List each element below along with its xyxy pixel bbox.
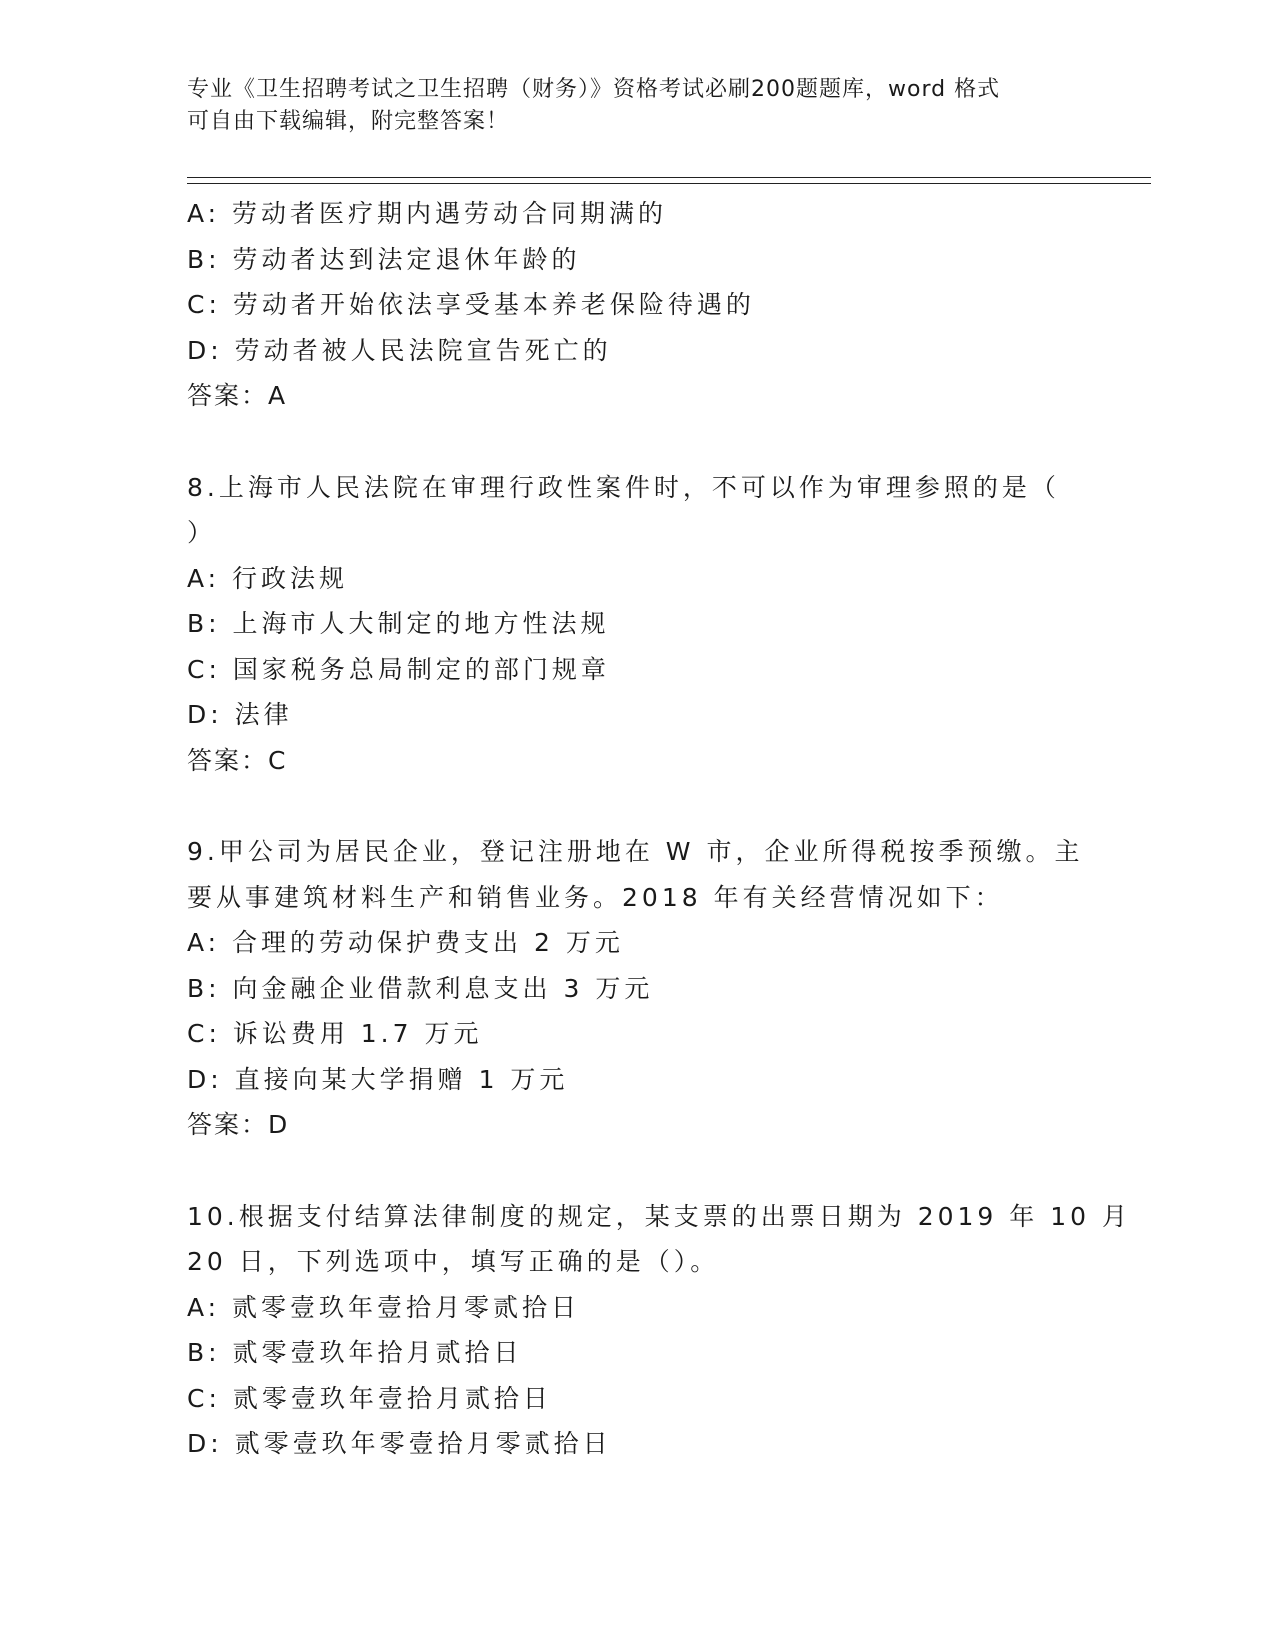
option-b: B: 向金融企业借款利息支出 3 万元 <box>187 973 654 1003</box>
answer: 答案：A <box>187 381 288 410</box>
spacer <box>187 783 1067 829</box>
spacer <box>187 419 1067 465</box>
question-stem-line-2: ） <box>187 518 217 547</box>
question-stem-line-1: 10.根据支付结算法律制度的规定，某支票的出票日期为 2019 年 10 月 <box>187 1201 1131 1231</box>
question-stem-line-2: 20 日，下列选项中，填写正确的是（）。 <box>187 1247 720 1276</box>
question-7 <box>187 191 1067 419</box>
option-d: D: 贰零壹玖年零壹拾月零贰拾日 <box>187 1429 612 1458</box>
document-header <box>187 74 1067 138</box>
option-c: C: 诉讼费用 1.7 万元 <box>187 1019 483 1048</box>
question-stem-line-1: 9.甲公司为居民企业，登记注册地在 W 市，企业所得税按季预缴。主 <box>187 837 1084 866</box>
answer: 答案：D <box>187 1110 290 1139</box>
option-c: C: 劳动者开始依法享受基本养老保险待遇的 <box>187 290 755 319</box>
option-a: A: 劳动者医疗期内遇劳动合同期满的 <box>187 199 668 228</box>
question-9 <box>187 829 1084 1148</box>
option-c: C: 贰零壹玖年壹拾月贰拾日 <box>187 1383 552 1413</box>
spacer <box>187 1148 1067 1194</box>
option-d: D: 直接向某大学捐赠 1 万元 <box>187 1064 569 1094</box>
question-list <box>187 191 1131 1467</box>
option-a: A: 行政法规 <box>187 563 349 593</box>
option-d: D: 劳动者被人民法院宣告死亡的 <box>187 335 612 365</box>
header-line-1: 专业《卫生招聘考试之卫生招聘（财务）》资格考试必刷200题题库，word 格式 <box>187 77 1001 102</box>
option-a: A: 贰零壹玖年壹拾月零贰拾日 <box>187 1292 581 1322</box>
question-10 <box>187 1194 1131 1467</box>
option-b: B: 劳动者达到法定退休年龄的 <box>187 244 581 274</box>
question-stem-line-1: 8.上海市人民法院在审理行政性案件时，不可以作为审理参照的是（ <box>187 472 1060 502</box>
option-c: C: 国家税务总局制定的部门规章 <box>187 654 610 684</box>
option-b: B: 上海市人大制定的地方性法规 <box>187 609 610 638</box>
answer: 答案：C <box>187 745 288 775</box>
question-stem-line-2: 要从事建筑材料生产和销售业务。2018 年有关经营情况如下： <box>187 882 1004 912</box>
option-a: A: 合理的劳动保护费支出 2 万元 <box>187 928 624 957</box>
header-line-2: 可自由下载编辑，附完整答案！ <box>187 109 510 134</box>
header-divider-top <box>187 177 1151 178</box>
question-8 <box>187 465 1067 784</box>
option-b: B: 贰零壹玖年拾月贰拾日 <box>187 1338 523 1367</box>
header-divider-bottom <box>187 183 1151 184</box>
option-d: D: 法律 <box>187 700 293 729</box>
